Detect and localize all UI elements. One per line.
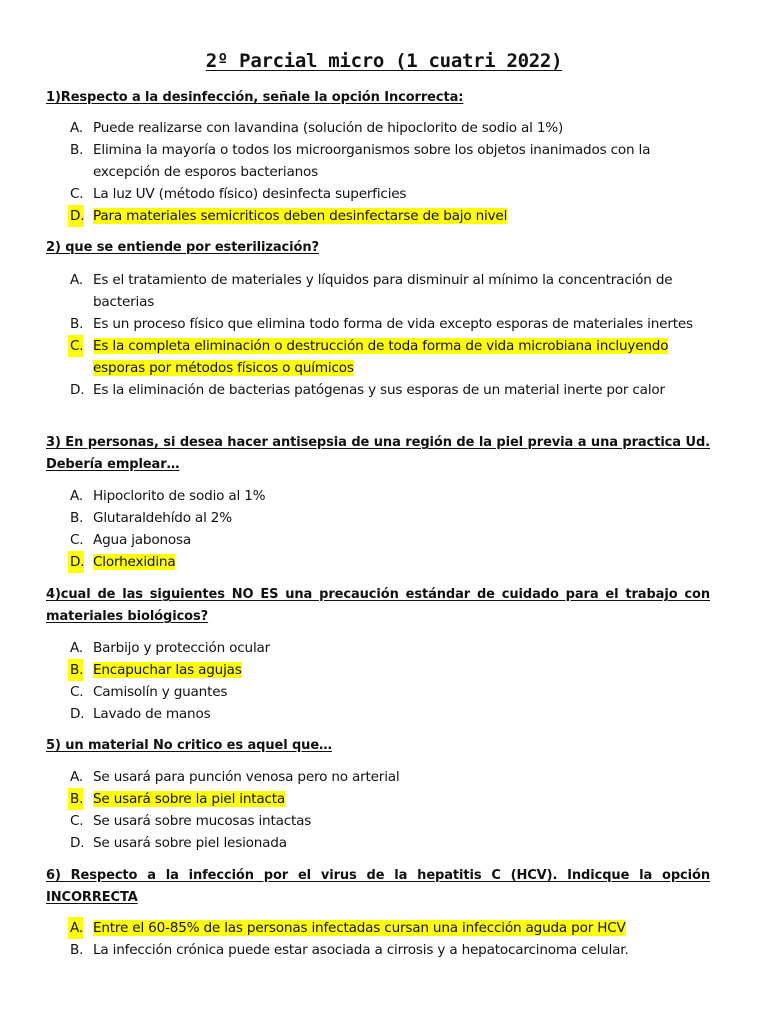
option-letter: B.: [70, 316, 84, 332]
option-text-highlighted: Clorhexidina: [93, 554, 176, 570]
question-3: 3) En personas, si desea hacer antisepsia de una región de la piel previa a una practica Ud. Debería emplear…: [46, 435, 710, 472]
option-letter: A.: [70, 769, 83, 785]
question-3-options: [0, 485, 768, 573]
question-1: 1)Respecto a la desinfección, señale la opción Incorrecta:: [46, 90, 464, 105]
option-letter: B.: [68, 788, 83, 810]
question-2-option-d: [0, 379, 713, 401]
option-letter: B.: [68, 659, 83, 681]
option-text: Lavado de manos: [93, 706, 211, 722]
option-letter: D.: [70, 706, 85, 722]
option-text: Agua jabonosa: [93, 532, 191, 548]
option-text: La infección crónica puede estar asociada a cirrosis y a hepatocarcinoma celular.: [93, 942, 629, 958]
option-text: Hipoclorito de sodio al 1%: [93, 488, 266, 504]
question-4-option-a: [0, 637, 713, 659]
question-6-options: [0, 917, 768, 961]
question-2: 2) que se entiende por esterilización?: [46, 240, 319, 255]
option-text-highlighted: Entre el 60-85% de las personas infectadas cursan una infección aguda por HCV: [93, 920, 626, 936]
option-letter: A.: [70, 640, 83, 656]
option-text: Elimina la mayoría o todos los microorganismos sobre los objetos inanimados con la excepción de esporos bacterianos: [93, 142, 651, 180]
option-letter: C.: [70, 186, 84, 202]
option-letter: B.: [70, 510, 84, 526]
question-3-option-a: [0, 485, 713, 507]
option-letter: C.: [68, 335, 83, 357]
question-5: 5) un material No critico es aquel que…: [46, 738, 332, 753]
question-1-option-c: [0, 183, 713, 205]
question-1-option-d: [0, 205, 713, 227]
option-text: Se usará sobre mucosas intactas: [93, 813, 312, 829]
question-5-option-a: [0, 766, 713, 788]
option-text-highlighted: Para materiales semicriticos deben desinfectarse de bajo nivel: [93, 208, 508, 224]
option-text-highlighted: Se usará sobre la piel intacta: [93, 791, 286, 807]
question-2-option-c: [0, 335, 713, 379]
option-letter: A.: [70, 120, 83, 136]
option-letter: D.: [68, 551, 84, 573]
question-6-option-b: [0, 939, 713, 961]
option-letter: D.: [68, 205, 84, 227]
question-5-option-c: [0, 810, 713, 832]
question-5-option-d: [0, 832, 713, 854]
question-5-options: [0, 766, 768, 854]
question-2-option-a: [0, 269, 713, 313]
question-4-option-b: [0, 659, 713, 681]
question-4: 4)cual de las siguientes NO ES una precaución estándar de cuidado para el trabajo con materiales biológicos?: [46, 587, 710, 624]
option-letter: D.: [70, 835, 85, 851]
question-3-option-b: [0, 507, 713, 529]
option-text-highlighted: Es la completa eliminación o destrucción de toda forma de vida microbiana incluyendo esporas por métodos físicos o químicos: [93, 338, 669, 376]
option-text: Se usará para punción venosa pero no arterial: [93, 769, 400, 785]
question-3-option-d: [0, 551, 713, 573]
option-letter: C.: [70, 813, 84, 829]
option-letter: A.: [70, 272, 83, 288]
question-1-options: [0, 117, 768, 227]
question-2-options: [0, 269, 768, 401]
option-letter: C.: [70, 684, 84, 700]
question-4-options: [0, 637, 768, 725]
option-text: Se usará sobre piel lesionada: [93, 835, 287, 851]
option-text-highlighted: Encapuchar las agujas: [93, 662, 242, 678]
page-title: 2º Parcial micro (1 cuatri 2022): [205, 50, 563, 72]
option-letter: B.: [70, 142, 84, 158]
option-letter: A.: [70, 488, 83, 504]
question-2-option-b: [0, 313, 713, 335]
option-text: Camisolín y guantes: [93, 684, 228, 700]
question-5-option-b: [0, 788, 713, 810]
option-letter: C.: [70, 532, 84, 548]
question-6-option-a: [0, 917, 713, 939]
question-1-option-a: [0, 117, 713, 139]
option-text: Glutaraldehído al 2%: [93, 510, 232, 526]
option-letter: B.: [70, 942, 84, 958]
option-text: Barbijo y protección ocular: [93, 640, 271, 656]
option-text: Puede realizarse con lavandina (solución de hipoclorito de sodio al 1%): [93, 120, 564, 136]
option-letter: A.: [68, 917, 83, 939]
option-letter: D.: [70, 382, 85, 398]
option-text: La luz UV (método físico) desinfecta superficies: [93, 186, 407, 202]
option-text: Es un proceso físico que elimina todo forma de vida excepto esporas de materiales inertes: [93, 316, 693, 332]
question-6: 6) Respecto a la infección por el virus de la hepatitis C (HCV). Indicque la opción INCORRECTA: [46, 868, 710, 905]
question-4-option-d: [0, 703, 713, 725]
option-text: Es la eliminación de bacterias patógenas y sus esporas de un material inerte por calor: [93, 382, 665, 398]
question-4-option-c: [0, 681, 713, 703]
question-1-option-b: [0, 139, 713, 183]
option-text: Es el tratamiento de materiales y líquidos para disminuir al mínimo la concentración de bacterias: [93, 272, 673, 310]
question-3-option-c: [0, 529, 713, 551]
